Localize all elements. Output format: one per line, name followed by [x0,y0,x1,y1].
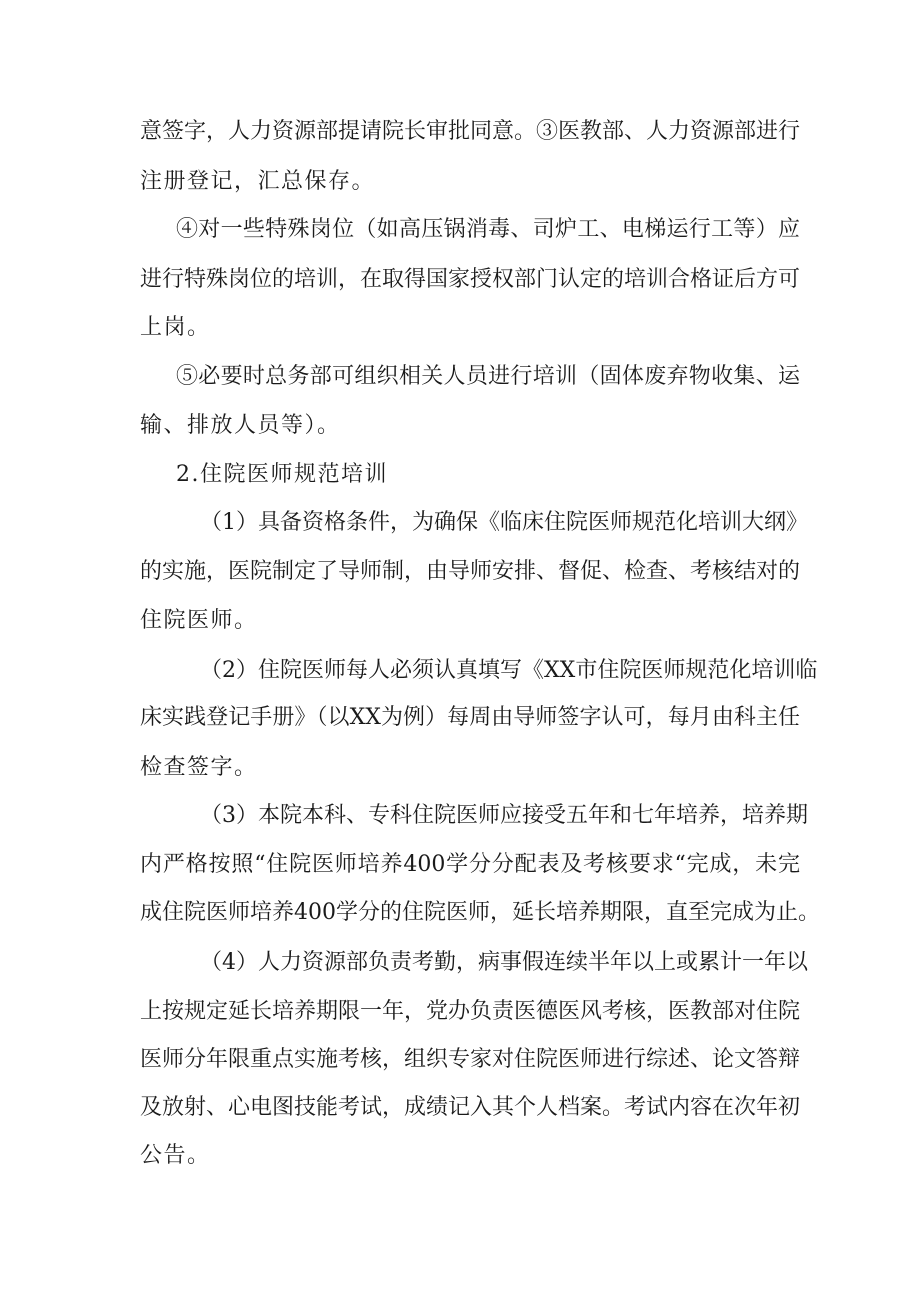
text-line: （2）住院医师每人必须认真填写《XX市住院医师规范化培训临 [200,658,818,683]
text-line: 输、排放人员等）。 [140,413,341,438]
text-line: 内严格按照“住院医师培养400学分分配表及考核要求“完成，未完 [140,852,800,877]
text-line: 意签字，人力资源部提请院长审批同意。③医教部、人力资源部进行 [140,119,801,144]
text-line: 住院医师。 [140,608,258,633]
text-line: 的实施，医院制定了导师制，由导师安排、督促、检查、考核结对的 [140,559,801,584]
text-line: （1）具备资格条件，为确保《临床住院医师规范化培训大纲》 [200,510,808,535]
text-line: 成住院医师培养400学分的住院医师，延长培养期限，直至完成为止。 [140,900,820,925]
text-line: 注册登记，汇总保存。 [140,169,376,194]
text-line: 公告。 [140,1143,211,1168]
text-line: 检查签字。 [140,755,258,780]
text-line: 床实践登记手册》（以XX为例）每周由导师签字认可，每月由科主任 [140,705,800,730]
text-line: ⑤必要时总务部可组织相关人员进行培训（固体废弃物收集、运 [176,364,800,389]
text-line: （3）本院本科、专科住院医师应接受五年和七年培养，培养期 [200,803,808,828]
text-line: 进行特殊岗位的培训，在取得国家授权部门认定的培训合格证后方可 [140,267,801,292]
text-line: 上岗。 [140,315,211,340]
text-line: 上按规定延长培养期限一年，党办负责医德医风考核，医教部对住院 [140,999,801,1024]
text-line: （4）人力资源部负责考勤，病事假连续半年以上或累计一年以 [200,950,808,975]
text-line: ④对一些特殊岗位（如高压锅消毒、司炉工、电梯运行工等）应 [176,217,800,242]
section-heading: 2.住院医师规范培训 [176,462,388,487]
text-line: 医师分年限重点实施考核，组织专家对住院医师进行综述、论文答辩 [140,1047,801,1072]
text-line: 及放射、心电图技能考试，成绩记入其个人档案。考试内容在次年初 [140,1095,801,1120]
